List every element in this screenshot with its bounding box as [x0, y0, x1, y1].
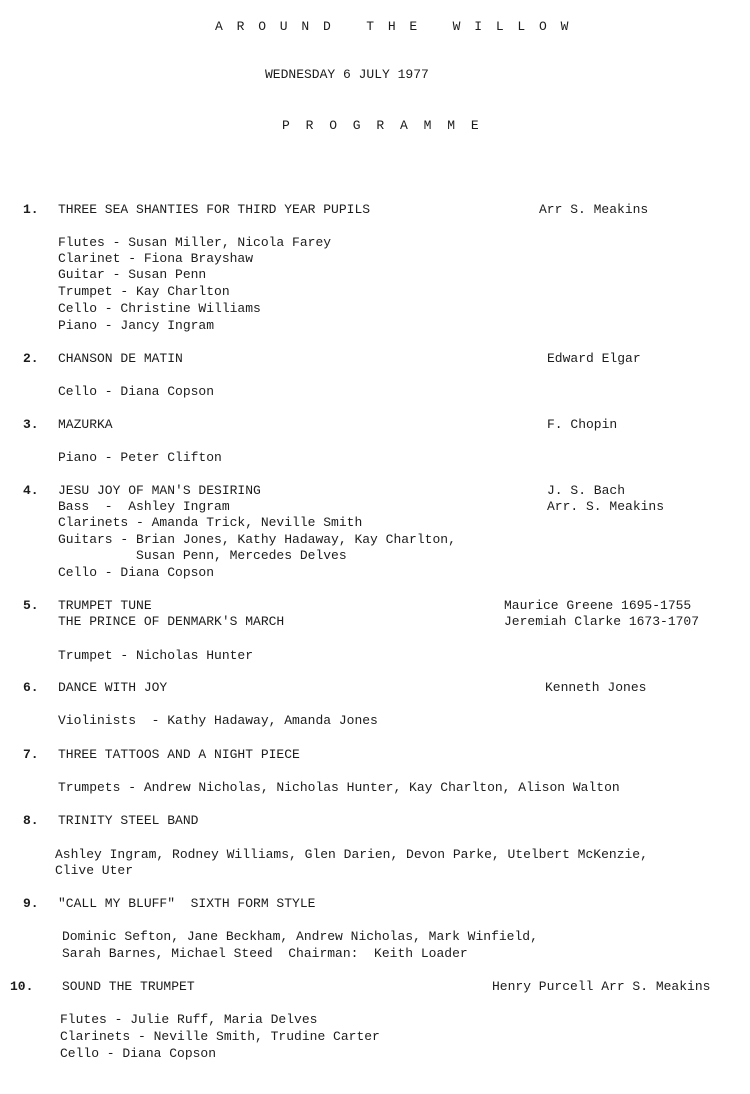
performer-line: Piano - Jancy Ingram: [58, 318, 215, 333]
item-composer: F. Chopin: [547, 417, 618, 432]
item-composer: Henry Purcell Arr S. Meakins: [492, 979, 711, 994]
item-number: 4.: [23, 483, 39, 498]
item-composer: Arr S. Meakins: [539, 202, 649, 217]
item-composer-2: Jeremiah Clarke 1673-1707: [504, 614, 700, 629]
item-number: 3.: [23, 417, 39, 432]
item-title: DANCE WITH JOY: [58, 680, 168, 695]
item-number: 6.: [23, 680, 39, 695]
performer-line: Cello - Christine Williams: [58, 301, 261, 316]
item-title: TRUMPET TUNE: [58, 598, 152, 613]
performer-line: Guitar - Susan Penn: [58, 267, 207, 282]
performer-line: Piano - Peter Clifton: [58, 450, 222, 465]
event-date: WEDNESDAY 6 JULY 1977: [265, 67, 429, 82]
performer-line: Trumpet - Kay Charlton: [58, 284, 230, 299]
item-composer: Maurice Greene 1695-1755: [504, 598, 692, 613]
item-title: THREE TATTOOS AND A NIGHT PIECE: [58, 747, 300, 762]
item-number: 10.: [10, 979, 34, 994]
performer-line: Violinists - Kathy Hadaway, Amanda Jones: [58, 713, 378, 728]
performer-line: Clarinet - Fiona Brayshaw: [58, 251, 254, 266]
performer-line: Flutes - Julie Ruff, Maria Delves: [60, 1012, 318, 1027]
performer-line: Clarinets - Neville Smith, Trudine Carter: [60, 1029, 380, 1044]
performer-line: Bass - Ashley Ingram: [58, 499, 230, 514]
item-number: 5.: [23, 598, 39, 613]
performer-line: Cello - Diana Copson: [58, 565, 215, 580]
performer-line: Ashley Ingram, Rodney Williams, Glen Darien, Devon Parke, Utelbert McKenzie,: [55, 847, 648, 862]
item-arranger: Arr. S. Meakins: [547, 499, 665, 514]
item-title: "CALL MY BLUFF" SIXTH FORM STYLE: [58, 896, 316, 911]
item-number: 7.: [23, 747, 39, 762]
item-composer: Edward Elgar: [547, 351, 641, 366]
performer-line: Dominic Sefton, Jane Beckham, Andrew Nicholas, Mark Winfield,: [62, 929, 538, 944]
item-title: THREE SEA SHANTIES FOR THIRD YEAR PUPILS: [58, 202, 371, 217]
item-composer: J. S. Bach: [547, 483, 626, 498]
item-title: MAZURKA: [58, 417, 113, 432]
item-number: 1.: [23, 202, 39, 217]
performer-line: Clive Uter: [55, 863, 134, 878]
performer-line: Susan Penn, Mercedes Delves: [58, 548, 347, 563]
programme-title: A R O U N D T H E W I L L O W: [215, 19, 572, 34]
performer-line: Clarinets - Amanda Trick, Neville Smith: [58, 515, 363, 530]
item-subtitle: THE PRINCE OF DENMARK'S MARCH: [58, 614, 285, 629]
performer-line: Cello - Diana Copson: [58, 384, 215, 399]
performer-line: Sarah Barnes, Michael Steed Chairman: Keith Loader: [62, 946, 468, 961]
item-title: TRINITY STEEL BAND: [58, 813, 199, 828]
item-number: 9.: [23, 896, 39, 911]
item-composer: Kenneth Jones: [545, 680, 647, 695]
item-title: CHANSON DE MATIN: [58, 351, 183, 366]
item-number: 8.: [23, 813, 39, 828]
performer-line: Guitars - Brian Jones, Kathy Hadaway, Kay Charlton,: [58, 532, 456, 547]
programme-heading: P R O G R A M M E: [282, 118, 483, 133]
performer-line: Flutes - Susan Miller, Nicola Farey: [58, 235, 332, 250]
item-title: JESU JOY OF MAN'S DESIRING: [58, 483, 261, 498]
performer-line: Trumpet - Nicholas Hunter: [58, 648, 254, 663]
item-number: 2.: [23, 351, 39, 366]
performer-line: Cello - Diana Copson: [60, 1046, 217, 1061]
performer-line: Trumpets - Andrew Nicholas, Nicholas Hunter, Kay Charlton, Alison Walton: [58, 780, 620, 795]
item-title: SOUND THE TRUMPET: [62, 979, 195, 994]
